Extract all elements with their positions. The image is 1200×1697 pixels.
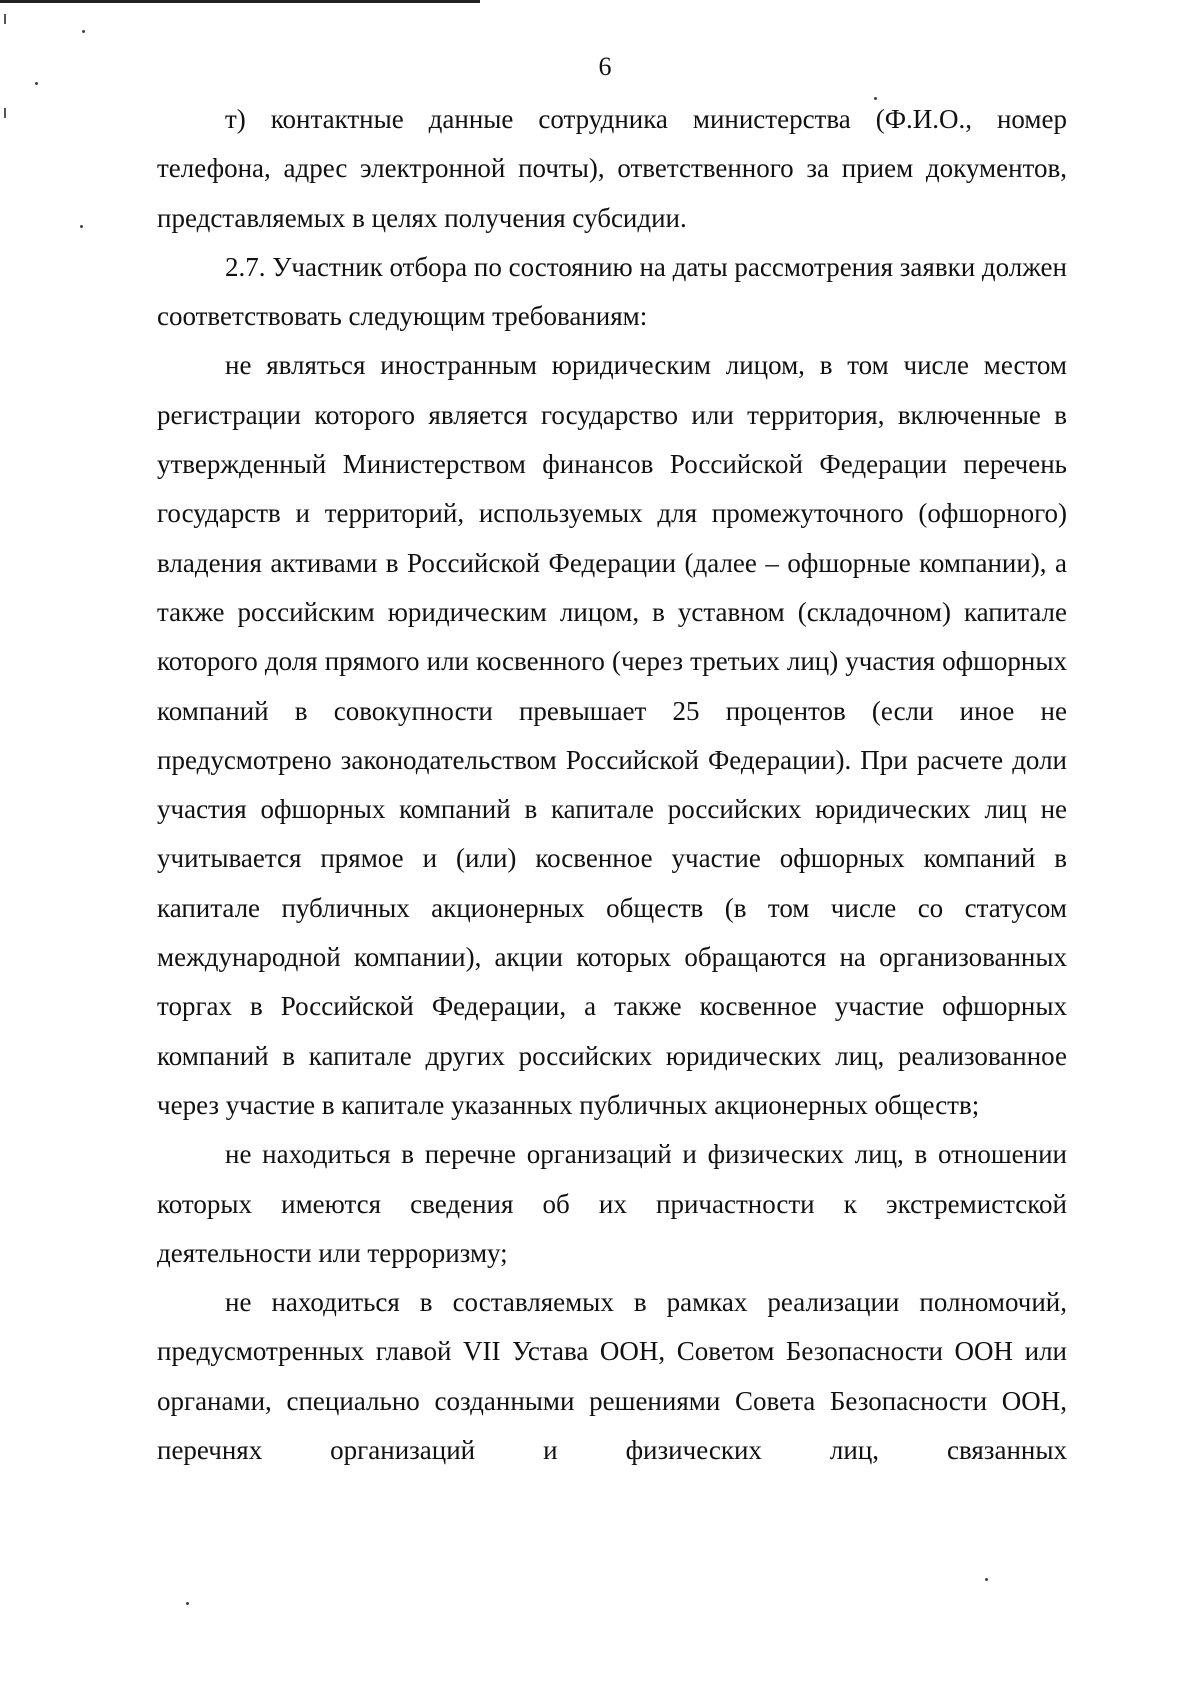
scan-artifact-dot xyxy=(186,1602,189,1605)
scan-border-line xyxy=(0,0,480,3)
scan-artifact-tick xyxy=(4,14,6,24)
paragraph-not-un-lists: не находиться в составляемых в рамках реализации полномочий, предусмотренных главой VII Устава ООН, Советом Безопасности ООН или органами, специально созданными решениями Совета Безопасности ООН, перечнях организаций и физических лиц, связанных xyxy=(157,1287,1067,1466)
paragraph-contact-data: т) контактные данные сотрудника министерства (Ф.И.О., номер телефона, адрес электронной почты), ответственного за прием документов, представляемых в целях получения субсидии. xyxy=(157,104,1067,233)
paragraph-not-foreign-entity: не являться иностранным юридическим лицом, в том числе местом регистрации которого является государство или территория, включенные в утвержденный Министерством финансов Российской Федерации перечень государств и территорий, используемых для промежуточного (офшорного) владения активами в Российской Федерации (далее – офшорные компании), а также российским юридическим лицом, в уставном (складочном) капитале которого доля прямого или косвенного (через третьих лиц) участия офшорных компаний в совокупности превышает 25 процентов (если иное не предусмотрено законодательством Российской Федерации). При расчете доли участия офшорных компаний в капитале российских юридических лиц не учитывается прямое и (или) косвенное участие офшорных компаний в капитале публичных акционерных обществ (в том числе со статусом международной компании), акции которых обращаются на организованных торгах в Российской Федерации, а также косвенное участие офшорных компаний в капитале других российских юридических лиц, реализованное через участие в капитале указанных публичных акционерных обществ; xyxy=(157,350,1067,1120)
paragraph-clause-2-7: 2.7. Участник отбора по состоянию на даты рассмотрения заявки должен соответствовать следующим требованиям: xyxy=(157,251,1067,332)
scan-artifact-dot xyxy=(80,225,83,228)
scan-artifact-dot xyxy=(82,30,85,33)
page-number: 6 xyxy=(598,52,612,81)
scan-artifact-dot xyxy=(985,1578,988,1581)
document-body xyxy=(157,95,1067,1475)
scan-artifact-dot xyxy=(35,82,38,85)
paragraph-not-extremist-list: не находиться в перечне организаций и физических лиц, в отношении которых имеются сведения об их причастности к экстремистской деятельности или терроризму; xyxy=(157,1139,1067,1268)
scan-artifact-tick xyxy=(4,108,6,118)
